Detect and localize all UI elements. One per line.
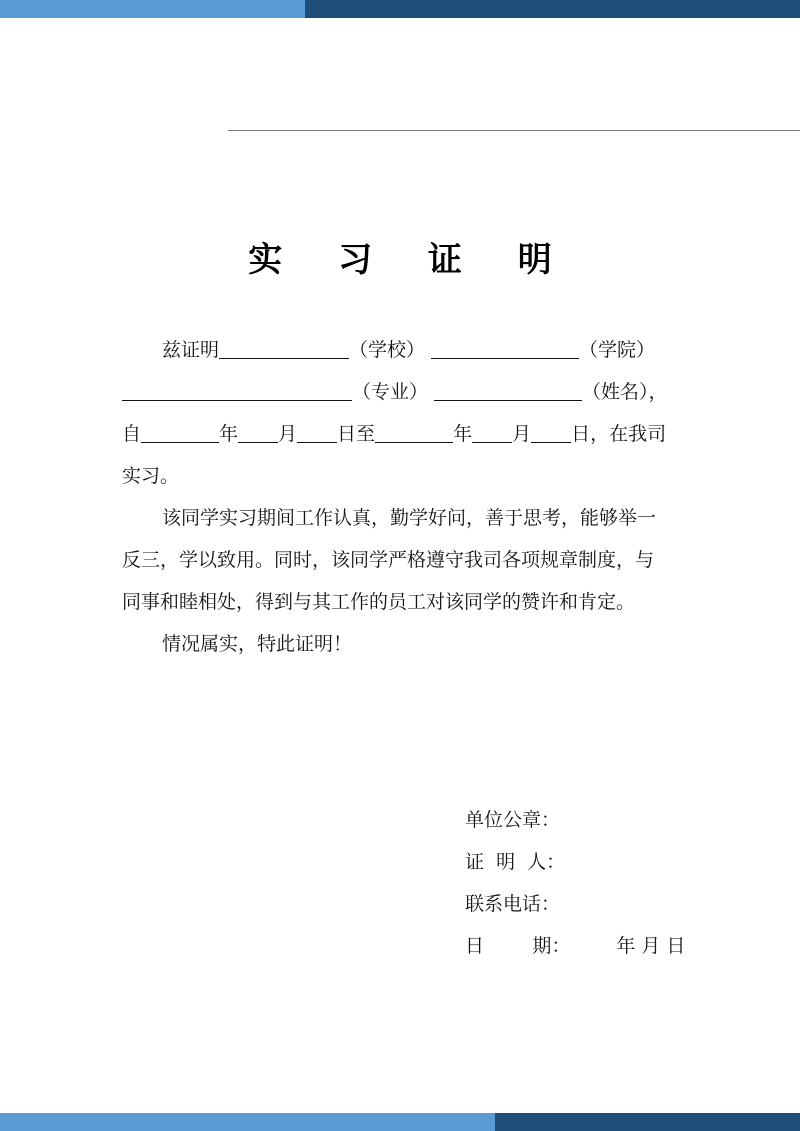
name-label: （姓名）， [582,381,668,403]
header-rule [228,130,800,131]
paragraph2-line-3: 同事和睦相处，得到与其工作的员工对该同学的赞许和肯定。 [122,591,636,613]
from-text: 自 [122,423,142,445]
line-2 [122,372,668,412]
line-3 [122,414,666,454]
date-row [465,926,685,966]
start-month-label: 月 [278,423,298,445]
start-year-blank[interactable] [141,418,219,443]
date-value: 年 月 日 [616,935,686,957]
seal-label: 单位公章： [465,809,561,831]
lead-text: 兹证明 [162,339,220,361]
top-bar-dark-segment [305,0,800,18]
name-blank[interactable] [434,376,582,401]
start-day-label: 日至 [337,423,376,445]
bottom-bar-light-segment [0,1113,495,1131]
college-blank[interactable] [431,334,579,359]
start-month-blank[interactable] [238,418,278,443]
date-label: 日 期： [465,935,571,957]
bottom-decor-bar [0,1113,800,1131]
paragraph3: 情况属实，特此证明！ [162,633,353,655]
paragraph2-line-2: 反三，学以致用。同时，该同学严格遵守我司各项规章制度，与 [122,549,655,571]
end-year-label: 年 [453,423,473,445]
phone-label: 联系电话： [465,893,561,915]
college-label: （学院） [579,339,656,361]
major-label: （专业） [352,381,429,403]
end-month-label: 月 [512,423,532,445]
school-blank[interactable] [219,334,349,359]
end-day-blank[interactable] [531,418,571,443]
bottom-bar-dark-segment [495,1113,800,1131]
start-day-blank[interactable] [297,418,337,443]
line-1 [162,330,655,370]
top-decor-bar [0,0,800,18]
major-blank[interactable] [122,376,352,401]
paragraph2-line-1: 该同学实习期间工作认真，勤学好问，善于思考，能够举一 [162,507,657,529]
certifier-label: 证 明 人： [465,851,566,873]
start-year-label: 年 [219,423,239,445]
end-day-label: 日，在我司 [571,423,667,445]
end-year-blank[interactable] [375,418,453,443]
end-month-blank[interactable] [472,418,512,443]
document-title: 实 习 证 明 [248,240,574,280]
top-bar-light-segment [0,0,305,18]
line-4: 实习。 [122,465,180,487]
school-label: （学校） [349,339,426,361]
